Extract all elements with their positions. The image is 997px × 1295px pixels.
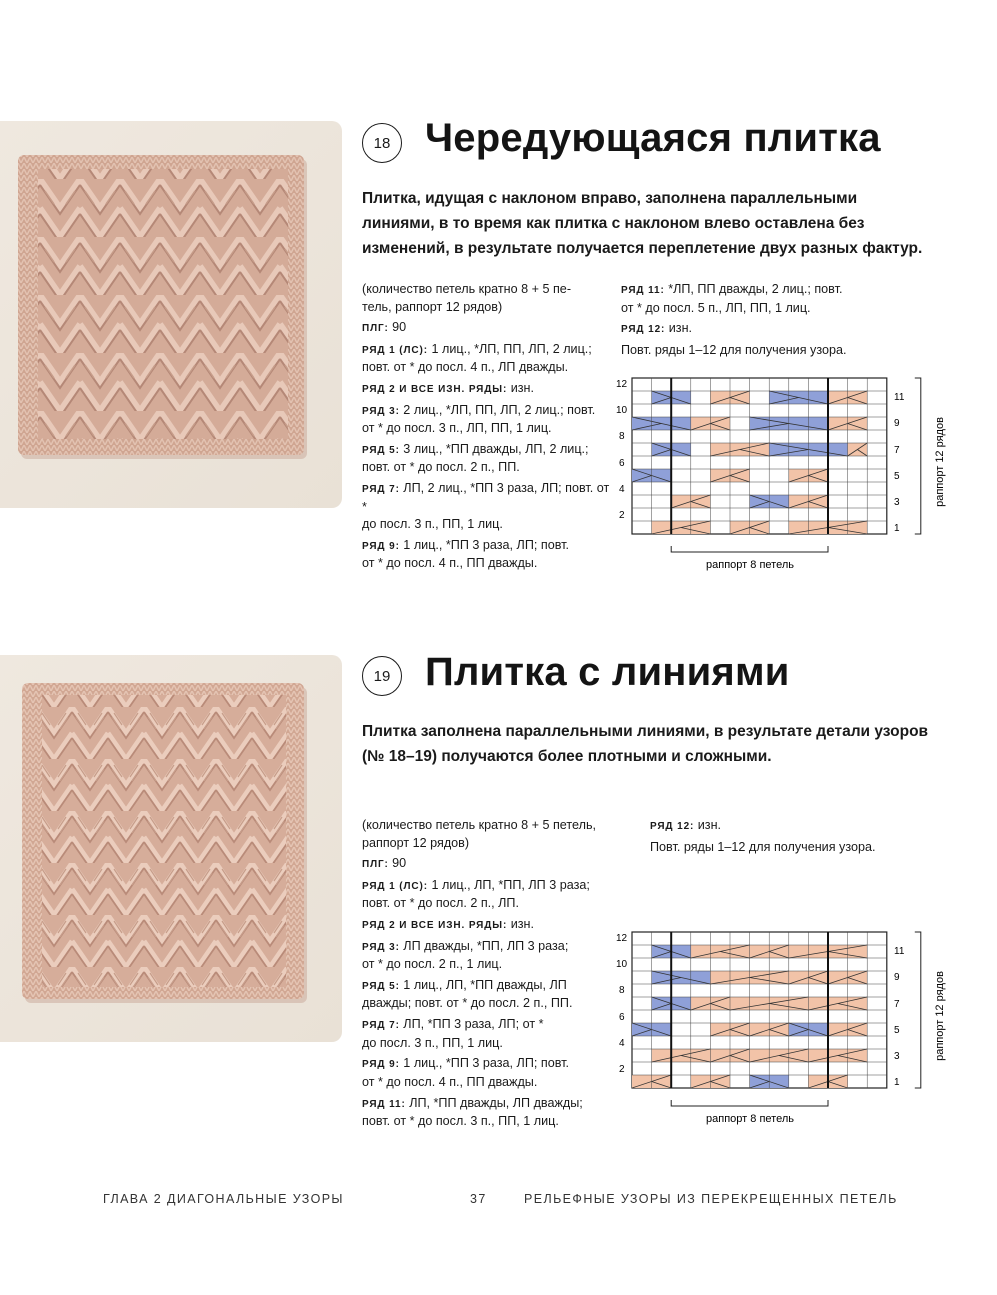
instruction-text: до посл. 3 п., ПП, 1 лиц. — [362, 517, 503, 532]
instruction-text: ЛП, *ПП дважды, ЛП дважды; — [405, 1095, 583, 1110]
instruction-paragraph — [362, 1095, 622, 1131]
instruction-paragraph — [362, 380, 612, 399]
row-label: РЯД 2 И ВСЕ ИЗН. РЯДЫ: — [362, 384, 508, 396]
row-number-right: 3 — [894, 1051, 900, 1062]
row-number-right: 11 — [894, 392, 905, 403]
instruction-paragraph — [362, 916, 622, 935]
instruction-paragraph — [650, 839, 940, 857]
row-label: РЯД 12: — [621, 324, 666, 336]
instruction-paragraph — [362, 855, 622, 874]
row-number-right: 7 — [894, 999, 900, 1010]
row-number-right: 7 — [894, 445, 900, 456]
row-number-left: 2 — [619, 510, 625, 521]
repeat-stitches-label: раппорт 8 петель — [706, 559, 794, 571]
row-number-right: 3 — [894, 497, 900, 508]
instruction-paragraph — [362, 977, 622, 1013]
instruction-text: повт. от * до посл. 3 п., ПП, 1 лиц. — [362, 1114, 559, 1128]
instruction-text: ЛП, *ПП 3 раза, ЛП; от * — [399, 1017, 544, 1032]
swatch-photo-18 — [0, 121, 342, 508]
instruction-paragraph — [650, 817, 940, 836]
instruction-text: изн. — [665, 321, 693, 336]
row-number-left: 8 — [619, 985, 625, 996]
instruction-paragraph — [362, 319, 612, 338]
row-label: РЯД 3: — [362, 941, 400, 953]
pattern-number-badge — [362, 123, 402, 163]
row-number-left: 8 — [619, 431, 625, 442]
pattern-number: 19 — [373, 667, 391, 685]
pattern-number: 18 — [373, 134, 391, 152]
instruction-text: 2 лиц., *ЛП, ПП, ЛП, 2 лиц.; повт. — [399, 402, 596, 417]
knitting-chart — [612, 372, 962, 577]
pattern-number-badge — [362, 656, 402, 696]
pattern-intro — [362, 719, 932, 769]
intro-line: линиями, в то время как плитка с наклоном влево оставлена без — [362, 215, 865, 232]
row-label: РЯД 5: — [362, 444, 400, 456]
row-number-right: 5 — [894, 1025, 900, 1036]
instruction-paragraph — [621, 320, 901, 339]
instruction-text: 1 лиц., *ПП 3 раза, ЛП; повт. — [399, 1056, 569, 1071]
row-number-right: 5 — [894, 471, 900, 482]
swatch-photo-19 — [0, 655, 342, 1042]
repeat-bracket-bottom — [671, 1100, 828, 1106]
row-label: РЯД 11: — [362, 1098, 406, 1110]
instruction-paragraph — [362, 877, 622, 913]
chart-svg — [612, 372, 962, 577]
intro-line: изменений, в результате получается переплетение двух разных фактур. — [362, 240, 923, 257]
repeat-stitches-label: раппорт 8 петель — [706, 1113, 794, 1125]
instruction-text: от * до посл. 5 п., ЛП, ПП, 1 лиц. — [621, 300, 811, 315]
row-label: РЯД 1 (ЛС): — [362, 880, 428, 892]
row-label: РЯД 9: — [362, 1059, 400, 1071]
instruction-text: изн. — [507, 917, 534, 932]
intro-line: Плитка, идущая с наклоном вправо, заполнена параллельными — [362, 190, 858, 207]
instruction-text: повт. от * до посл. 2 п., ЛП. — [362, 896, 519, 911]
instruction-text: 90 — [388, 856, 407, 871]
row-label: РЯД 7: — [362, 1020, 400, 1032]
instruction-text: от * до посл. 4 п., ПП дважды. — [362, 556, 538, 571]
instructions-left-column — [362, 817, 622, 1134]
row-label: РЯД 5: — [362, 980, 400, 992]
instruction-text: ЛП дважды, *ПП, ЛП 3 раза; — [399, 938, 569, 953]
repeat-bracket-side — [915, 378, 921, 534]
instruction-text: от * до посл. 2 п., 1 лиц. — [362, 957, 503, 972]
chart-svg — [612, 926, 962, 1131]
pattern-intro — [362, 186, 932, 261]
row-label: РЯД 9: — [362, 540, 400, 552]
pattern-title: Плитка с линиями — [425, 650, 790, 694]
instruction-paragraph — [621, 281, 901, 317]
footer-page-number: 37 — [470, 1192, 487, 1206]
row-number-right: 1 — [894, 523, 900, 534]
instruction-text: от * до посл. 4 п., ПП дважды. — [362, 1074, 538, 1089]
footer-chapter: ГЛАВА 2 ДИАГОНАЛЬНЫЕ УЗОРЫ — [103, 1192, 344, 1206]
row-number-left: 12 — [616, 933, 628, 944]
row-number-left: 12 — [616, 379, 628, 390]
row-label: РЯД 1 (ЛС): — [362, 344, 428, 356]
instruction-text: 90 — [388, 320, 407, 335]
instruction-text: 1 лиц., *ПП 3 раза, ЛП; повт. — [399, 537, 569, 552]
instruction-text: раппорт 12 рядов) — [362, 835, 470, 850]
instruction-paragraph — [362, 341, 612, 377]
instruction-text: до посл. 3 п., ПП, 1 лиц. — [362, 1035, 503, 1050]
knitted-swatch-image — [0, 121, 342, 508]
row-label: РЯД 12: — [650, 821, 695, 832]
instruction-text: Повт. ряды 1–12 для получения узора. — [650, 839, 876, 854]
knitting-chart — [612, 926, 962, 1131]
repeat-bracket-side — [915, 932, 921, 1088]
row-number-left: 2 — [619, 1064, 625, 1075]
instruction-paragraph — [362, 480, 612, 534]
instruction-text: повт. от * до посл. 4 п., ЛП дважды. — [362, 360, 569, 375]
row-number-right: 9 — [894, 972, 900, 983]
footer-section: РЕЛЬЕФНЫЕ УЗОРЫ ИЗ ПЕРЕКРЕЩЕННЫХ ПЕТЕЛЬ — [524, 1192, 898, 1206]
row-label: РЯД 7: — [362, 484, 400, 496]
row-label: ПЛГ: — [362, 323, 389, 335]
row-number-left: 4 — [619, 1038, 625, 1049]
row-label: РЯД 3: — [362, 405, 400, 417]
row-number-left: 10 — [616, 405, 628, 416]
instruction-paragraph — [362, 938, 622, 974]
instruction-paragraph — [362, 402, 612, 438]
instruction-text: *ЛП, ПП дважды, 2 лиц.; повт. — [664, 282, 843, 296]
row-number-left: 4 — [619, 484, 625, 495]
chart-grid — [632, 932, 921, 1106]
row-label: РЯД 2 И ВСЕ ИЗН. РЯДЫ: — [362, 920, 508, 932]
instruction-text: дважды; повт. от * до посл. 2 п., ПП. — [362, 996, 573, 1011]
row-number-left: 6 — [619, 1012, 625, 1023]
row-number-right: 11 — [894, 946, 905, 957]
instruction-text: 1 лиц., ЛП, *ПП, ЛП 3 раза; — [427, 877, 590, 892]
instruction-text: тель, раппорт 12 рядов) — [362, 299, 503, 314]
row-number-right: 1 — [894, 1077, 900, 1088]
instruction-text: повт. от * до посл. 2 п., ПП. — [362, 460, 520, 475]
row-label: ПЛГ: — [362, 859, 389, 871]
instruction-paragraph — [362, 817, 622, 852]
instruction-paragraph — [621, 342, 901, 360]
instruction-text: (количество петель кратно 8 + 5 петель, — [362, 818, 597, 832]
instruction-paragraph — [362, 1055, 622, 1091]
instruction-text: 3 лиц., *ПП дважды, ЛП, 2 лиц.; — [399, 441, 589, 456]
instruction-text: изн. — [694, 818, 722, 832]
instruction-paragraph — [362, 441, 612, 477]
pattern-title: Чередующаяся плитка — [425, 116, 881, 160]
intro-line: (№ 18–19) получаются более плотными и сложными. — [362, 748, 772, 765]
repeat-rows-label: раппорт 12 рядов — [934, 417, 946, 507]
instruction-text: 1 лиц., *ЛП, ПП, ЛП, 2 лиц.; — [427, 341, 592, 356]
knitted-swatch-image — [0, 655, 342, 1042]
instruction-text: изн. — [507, 381, 534, 396]
instruction-text: Повт. ряды 1–12 для получения узора. — [621, 342, 847, 357]
instruction-paragraph — [362, 537, 612, 573]
instructions-left-column — [362, 281, 612, 576]
instruction-text: 1 лиц., ЛП, *ПП дважды, ЛП — [399, 977, 567, 992]
instruction-text: от * до посл. 3 п., ЛП, ПП, 1 лиц. — [362, 421, 552, 436]
intro-line: Плитка заполнена параллельными линиями, в результате детали узоров — [362, 723, 929, 740]
row-label: РЯД 11: — [621, 285, 665, 296]
row-number-right: 9 — [894, 418, 900, 429]
chart-grid — [632, 378, 921, 552]
repeat-rows-label: раппорт 12 рядов — [934, 971, 946, 1061]
instructions-right-column — [650, 817, 940, 859]
row-number-left: 10 — [616, 959, 628, 970]
row-number-left: 6 — [619, 458, 625, 469]
instructions-right-column — [621, 281, 901, 363]
repeat-bracket-bottom — [671, 546, 828, 552]
instruction-paragraph — [362, 281, 612, 316]
instruction-paragraph — [362, 1016, 622, 1052]
instruction-text: ЛП, 2 лиц., *ПП 3 раза, ЛП; повт. от * — [362, 481, 610, 514]
instruction-text: (количество петель кратно 8 + 5 пе- — [362, 282, 572, 296]
